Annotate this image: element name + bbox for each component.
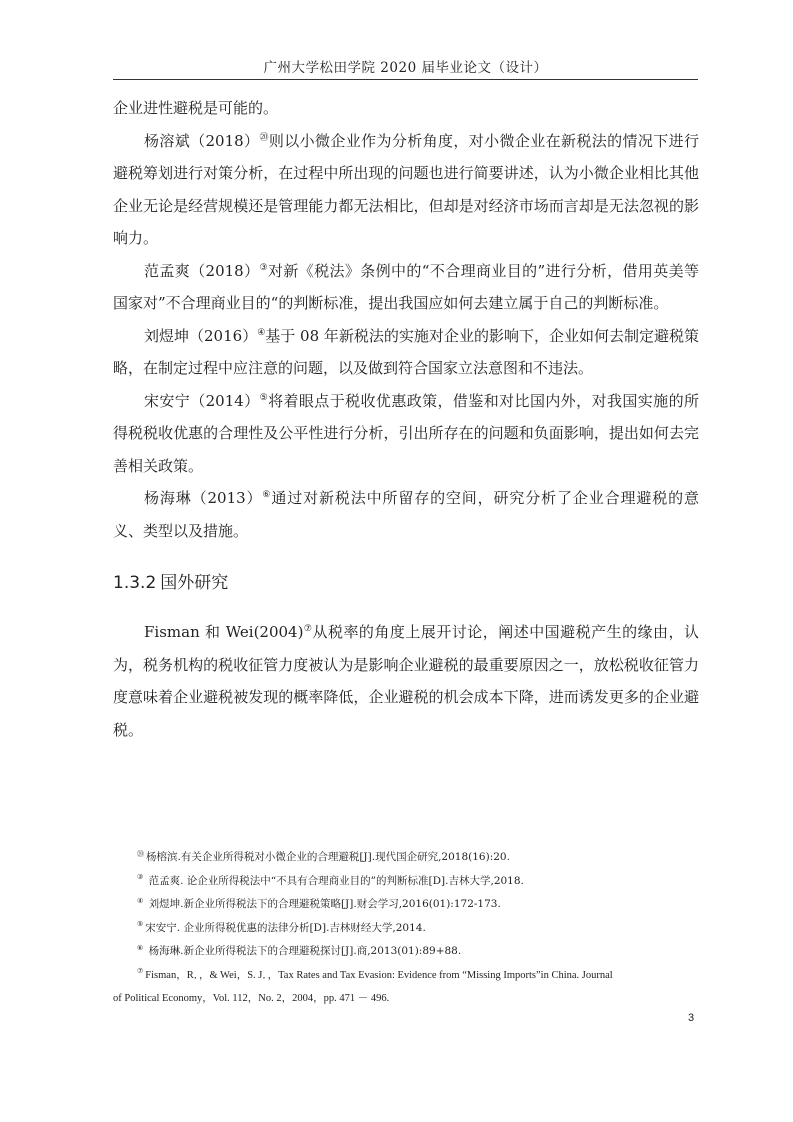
citation-author: 刘煜坤（2016） [144, 326, 258, 345]
section-heading [113, 570, 699, 596]
footnote-continuation [113, 987, 699, 1011]
footnote-ref[interactable]: ⑦ [303, 624, 313, 634]
paragraph-text: 通过对新税法中所留存的空间，研究分析了企业合理避税的意义、类型以及措施。 [113, 489, 699, 540]
main-text [113, 92, 699, 746]
footnote-text: Fisman，R．，& Wei，S. J．，Tax Rates and Tax Evasion: Evidence from “Missing Imports”in China. Journal [145, 969, 613, 981]
paragraph-yang-hailin [113, 482, 699, 547]
footnote-text: 刘煜坤.新企业所得税法下的合理避税策略[J].财会学习,2016(01):172-173. [145, 898, 501, 910]
footnote-ref[interactable]: ⑤ [259, 392, 269, 403]
citation-author: 范孟爽（2018） [144, 261, 260, 280]
footnote-ref[interactable]: ⑳ [259, 132, 269, 143]
footnote-text: 杨榕滨.有关企业所得税对小微企业的合理避税[J].现代国企研究,2018(16):20. [146, 851, 510, 863]
footnote-mark: ⑳ [137, 849, 144, 858]
citation-author: 宋安宁（2014） [144, 391, 260, 410]
footnote [113, 846, 699, 870]
paragraph-text: 基于 08 年新税法的实施对企业的影响下，企业如何去制定避税策略，在制定过程中应注意的问题，以及做到符合国家立法意图和不违法。 [113, 326, 699, 377]
footnote [113, 964, 699, 988]
footnote [113, 893, 699, 917]
footnote-ref[interactable]: ⑥ [262, 490, 272, 500]
footnote-text: 范孟爽. 论企业所得税法中“不具有合理商业目的”的判断标准[D].吉林大学,2018. [145, 874, 524, 887]
citation-author: 杨海琳（2013） [144, 489, 263, 507]
running-header: 广州大学松田学院 2020 届毕业论文（设计） [263, 60, 548, 76]
paragraph-continuation: 企业进性避税是可能的。 [113, 99, 279, 117]
paragraph-liu-yukun [113, 320, 699, 385]
page-number: 3 [688, 1012, 695, 1024]
paragraph-yang-rongbin [113, 125, 699, 255]
paragraph-text: 则以小微企业作为分析角度，对小微企业在新税法的情况下进行避税筹划进行对策分析，在过程中所出现的问题也进行简要讲述，认为小微企业相比其他企业无论是经营规模还是管理能力都无法相比，但却是对经济市场而言却是无法忽视的影响力。 [113, 131, 699, 247]
footnote-ref[interactable]: ④ [257, 327, 266, 338]
citation-author: Fisman 和 Wei(2004) [144, 623, 304, 641]
footnote-mark: ⑦ [137, 967, 144, 975]
paragraph-text: 从税率的角度上展开讨论，阐述中国避税产生的缘由，认为，税务机构的税收征管力度被认为是影响企业避税的最重要原因之一，放松税收征管力度意味着企业避税被发现的概率降低，企业避税的机会成本下降，进而诱发更多的企业避税。 [113, 623, 699, 739]
footnote-mark: ⑥ [137, 943, 144, 952]
footnote-mark: ⑤ [137, 920, 144, 928]
footnote [113, 917, 699, 941]
footnote [113, 940, 699, 964]
footnote [113, 870, 699, 894]
footnote-mark: ④ [137, 896, 144, 905]
citation-author: 杨溶斌（2018） [144, 131, 260, 150]
header-divider [113, 79, 698, 80]
footnote-ref[interactable]: ③ [259, 262, 268, 273]
section-number: 1.3.2 [113, 573, 157, 593]
footnote-text: 杨海琳.新企业所得税法下的合理避税探讨[J].商,2013(01):89+88. [145, 945, 462, 957]
paragraph-fan-mengshuang [113, 255, 699, 320]
paragraph-fisman-wei [113, 616, 699, 746]
footnote-mark: ③ [137, 873, 144, 881]
footnote-text: of Political Economy，Vol. 112，No. 2，2004，pp. 471 － 496. [113, 993, 390, 1004]
paragraph-song-anning [113, 385, 699, 483]
footnotes [113, 846, 699, 1011]
paragraph-text: 将着眼点于税收优惠政策，借鉴和对比国内外，对我国实施的所得税税收优惠的合理性及公平性进行分析，引出所存在的问题和负面影响，提出如何去完善相关政策。 [113, 391, 699, 475]
footnote-text: 宋安宁. 企业所得税优惠的法律分析[D].吉林财经大学,2014. [145, 921, 426, 934]
paragraph-text: 对新《税法》条例中的“不合理商业目的”进行分析，借用英美等国家对”不合理商业目的“的判断标准，提出我国应如何去建立属于自己的判断标准。 [113, 261, 699, 312]
section-title: 国外研究 [160, 573, 229, 593]
